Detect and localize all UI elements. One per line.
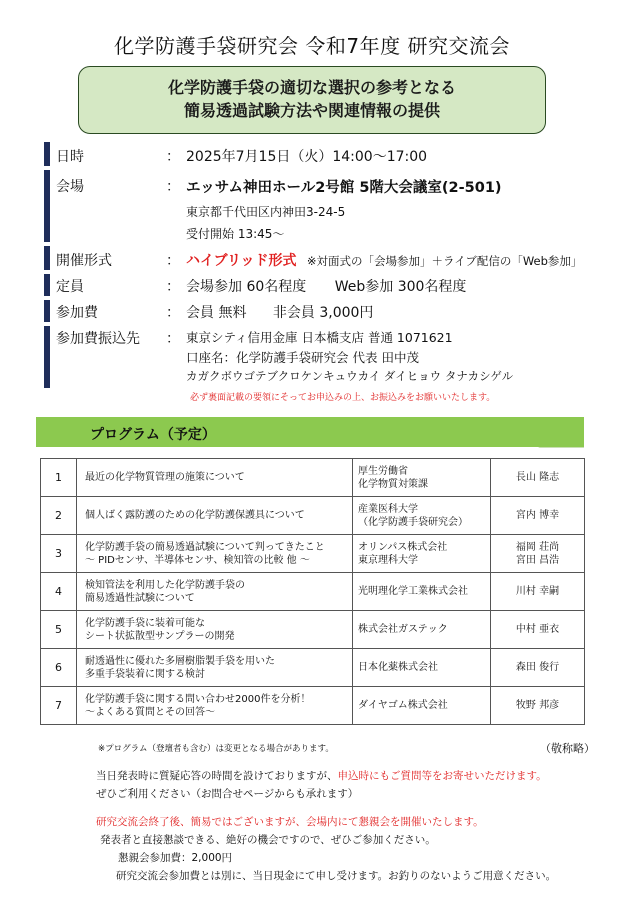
- table-row: [41, 649, 585, 687]
- row-number: 1: [41, 459, 77, 497]
- capacity-venue: 会場参加 60名程度: [186, 279, 307, 295]
- qa-line1: [96, 768, 547, 783]
- qa-line2: ぜひご利用ください（お問合せページからも承れます）: [96, 788, 359, 800]
- row-speaker: 福岡 荘尚 宮田 昌浩: [491, 535, 585, 573]
- format-note: ※対面式の「会場参加」＋ライブ配信の「Web参加」: [306, 254, 583, 268]
- info-row-format: 開催形式 ： ハイブリッド形式 ※対面式の「会場参加」＋ライブ配信の「Web参加」: [44, 244, 604, 272]
- info-row-fee: 参加費 ： 会員 無料 非会員 3,000円: [44, 298, 604, 324]
- event-info: [44, 140, 604, 403]
- row-number: 7: [41, 687, 77, 725]
- info-row-transfer: 参加費振込先 ： 東京シティ信用金庫 日本橋支店 普通 1071621 口座名：化学防護手袋研究会 代表 田中茂 カガクボウゴテブクロケンキュウカイ ダイヒョウ タナカシゲル: [44, 324, 604, 390]
- transfer-account: 口座名：化学防護手袋研究会 代表 田中茂: [186, 350, 419, 365]
- subtitle-box: [78, 66, 546, 134]
- transfer-kana: カガクボウゴテブクロケンキュウカイ ダイヒョウ タナカシゲル: [186, 369, 514, 383]
- label-bar: [44, 170, 50, 242]
- row-organization: 厚生労働省 化学物質対策課: [353, 459, 491, 497]
- subtitle-line1: 化学防護手袋の適切な選択の参考となる: [167, 78, 456, 97]
- page-title: 化学防護手袋研究会 令和7年度 研究交流会: [114, 34, 510, 58]
- row-organization: ダイヤゴム株式会社: [353, 687, 491, 725]
- transfer-warning: 必ず裏面記載の要領にそってお申込みの上、お振込みをお願いいたします。: [190, 393, 496, 403]
- row-speaker: 牧野 邦彦: [491, 687, 585, 725]
- date-value: 2025年7月15日（火）14:00～17:00: [186, 149, 428, 165]
- row-organization: 光明理化学工業株式会社: [353, 573, 491, 611]
- social-fee: 懇親会参加費：2,000円: [118, 852, 233, 864]
- social-line1: 研究交流会終了後、簡易ではございますが、会場内にて懇親会を開催いたします。: [96, 816, 484, 828]
- qa-red: 申込時にもご質問等をお寄せいただけます。: [337, 770, 547, 782]
- capacity-web: Web参加 300名程度: [334, 279, 467, 295]
- row-number: 3: [41, 535, 77, 573]
- transfer-bank: 東京シティ信用金庫 日本橋支店 普通 1071621: [186, 330, 453, 345]
- row-speaker: 長山 隆志: [491, 459, 585, 497]
- info-row-venue: 会場 ： エッサム神田ホール2号館 5階大会議室(2-501) 東京都千代田区内神田3-24-5 受付開始 13:45～: [44, 168, 604, 244]
- date-label: 日時: [56, 149, 84, 165]
- row-number: 4: [41, 573, 77, 611]
- social-line2: 発表者と直接懇談できる、絶好の機会ですので、ぜひご参加ください。: [100, 834, 436, 846]
- honorific-note: （敬称略）: [540, 742, 595, 755]
- format-value: ハイブリッド形式: [186, 253, 297, 269]
- venue-label: 会場: [56, 179, 84, 195]
- table-row: [41, 687, 585, 725]
- program-note: ※プログラム（登壇者も含む）は変更となる場合があります。: [98, 744, 334, 754]
- transfer-label: 参加費振込先: [56, 331, 140, 347]
- table-row: [41, 535, 585, 573]
- row-topic: 化学防護手袋に関する問い合わせ2000件を分析！ ～よくある質問とその回答～: [77, 687, 353, 725]
- row-number: 2: [41, 497, 77, 535]
- table-row: [41, 459, 585, 497]
- fee-member: 会員 無料: [186, 305, 247, 321]
- row-organization: オリンパス株式会社 東京理科大学: [353, 535, 491, 573]
- social-line4: 研究交流会参加費とは別に、当日現金にて申し受けます。お釣りのないようご用意ください。: [116, 870, 557, 882]
- program-table: [40, 458, 585, 725]
- program-heading: プログラム（予定）: [90, 427, 216, 443]
- row-speaker: 中村 亜衣: [491, 611, 585, 649]
- row-organization: 株式会社ガステック: [353, 611, 491, 649]
- row-speaker: 宮内 博幸: [491, 497, 585, 535]
- row-organization: 産業医科大学 （化学防護手袋研究会）: [353, 497, 491, 535]
- row-topic: 耐透過性に優れた多層樹脂製手袋を用いた 多重手袋装着に関する検討: [77, 649, 353, 687]
- label-bar: [44, 326, 50, 388]
- fee-label: 参加費: [56, 305, 98, 321]
- row-speaker: 川村 幸嗣: [491, 573, 585, 611]
- label-bar: [44, 142, 50, 166]
- venue-reception: 受付開始 13:45～: [186, 227, 285, 241]
- row-organization: 日本化薬株式会社: [353, 649, 491, 687]
- label-bar: [44, 246, 50, 270]
- qa-text: 当日発表時に質疑応答の時間を設けておりますが、: [96, 770, 338, 782]
- capacity-label: 定員: [56, 279, 84, 295]
- row-topic: 化学防護手袋の簡易透過試験について判ってきたこと ～ PIDセンサ、半導体センサ、検知管の比較 他 ～: [77, 535, 353, 573]
- table-row: [41, 611, 585, 649]
- label-bar: [44, 300, 50, 322]
- fee-nonmember: 非会員 3,000円: [272, 305, 374, 321]
- row-topic: 個人ばく露防護のための化学防護保護具について: [77, 497, 353, 535]
- row-topic: 検知管法を利用した化学防護手袋の 簡易透過性試験について: [77, 573, 353, 611]
- table-row: [41, 497, 585, 535]
- info-row-capacity: 定員 ： 会場参加 60名程度 Web参加 300名程度: [44, 272, 604, 298]
- row-topic: 化学防護手袋に装着可能な シート状拡散型サンプラーの開発: [77, 611, 353, 649]
- info-row-date: 日時 ： 2025年7月15日（火）14:00～17:00: [44, 140, 604, 168]
- row-speaker: 森田 俊行: [491, 649, 585, 687]
- row-number: 5: [41, 611, 77, 649]
- venue-address: 東京都千代田区内神田3-24-5: [186, 205, 346, 219]
- row-number: 6: [41, 649, 77, 687]
- venue-name: エッサム神田ホール2号館 5階大会議室(2-501): [186, 180, 502, 196]
- format-label: 開催形式: [56, 253, 112, 269]
- label-bar: [44, 274, 50, 296]
- table-row: [41, 573, 585, 611]
- row-topic: 最近の化学物質管理の施策について: [77, 459, 353, 497]
- subtitle-line2: 簡易透過試験方法や関連情報の提供: [183, 101, 440, 120]
